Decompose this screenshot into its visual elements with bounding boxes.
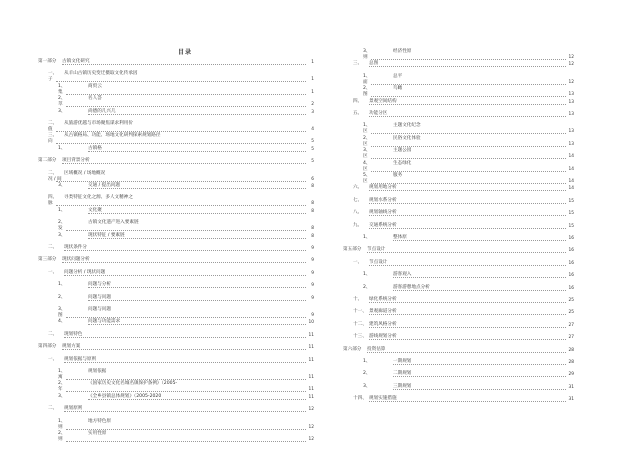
- toc-leader-dots: [88, 151, 306, 152]
- toc-leader-dots: [66, 94, 306, 95]
- toc-entry-page: 9: [311, 246, 314, 251]
- toc-entry-page: 8: [311, 208, 314, 214]
- toc-entry-page: 12: [568, 79, 574, 85]
- toc-leader-dots: [371, 158, 566, 159]
- toc-entry-number: 十三、: [353, 334, 367, 340]
- toc-entry-number: 十二、: [353, 321, 367, 327]
- toc-leader-dots: [88, 238, 306, 239]
- toc-entry-continuation: 则: [58, 424, 63, 430]
- toc-entry-number: 3、: [363, 148, 371, 154]
- toc-entry-page: 11: [308, 357, 314, 363]
- toc-leader-dots: [62, 262, 306, 263]
- toc-entry-number: 1、: [363, 123, 371, 129]
- toc-entry-number: 3、: [58, 183, 66, 188]
- toc-leader-dots: [66, 391, 306, 392]
- toc-entry-page: 14: [568, 166, 574, 172]
- toc-entry-continuation: 面: [363, 79, 368, 85]
- toc-entry-text: 问题与功能需求: [88, 319, 121, 325]
- toc-entry-text: 节点设计: [369, 259, 388, 265]
- toc-entry-continuation: 区: [363, 141, 368, 147]
- toc-entry-text: 主题文化纪念: [393, 123, 421, 129]
- toc-entry-text: 投资估算: [367, 346, 386, 352]
- toc-leader-dots: [371, 84, 566, 85]
- toc-entry-number: 一、: [48, 71, 58, 77]
- toc-entry-text: 功能分区: [369, 111, 388, 116]
- toc-entry-number: 一、: [353, 259, 363, 265]
- toc-leader-dots: [393, 277, 566, 278]
- toc-leader-dots: [369, 339, 566, 340]
- toc-entry-page: 15: [568, 211, 574, 217]
- toc-entry-page: 9: [311, 283, 314, 289]
- toc-leader-dots: [393, 376, 566, 377]
- toc-entry-page: 25: [568, 310, 574, 316]
- toc-leader-dots: [371, 183, 566, 184]
- toc-entry-number: 3、: [363, 49, 371, 54]
- toc-entry-text: 规划轴线分析: [369, 210, 397, 216]
- toc-leader-dots: [393, 389, 566, 390]
- toc-entry-continuation: 子: [48, 77, 53, 83]
- toc-leader-dots: [62, 163, 306, 164]
- toc-entry-text: 景观空间结构: [369, 98, 397, 104]
- toc-leader-dots: [369, 228, 566, 229]
- toc-leader-dots: [88, 300, 306, 301]
- toc-entry-text: 现状特征 / 要素链: [88, 232, 125, 238]
- toc-entry-page: 13: [568, 141, 574, 147]
- toc-leader-dots: [64, 250, 306, 251]
- toc-entry-number: 二、: [48, 245, 58, 250]
- toc-entry-page: 15: [568, 223, 574, 229]
- toc-entry-page: 1: [311, 89, 314, 95]
- toc-entry-number: 2、: [363, 371, 371, 377]
- toc-entry-page: 27: [568, 335, 574, 341]
- toc-entry-number: 十四、: [353, 396, 367, 402]
- toc-entry-number: 3、: [58, 108, 66, 114]
- toc-entry-text: 《全乡县镇总体规划》（2005-2020: [88, 393, 162, 399]
- toc-leader-dots: [367, 352, 566, 353]
- toc-entry-number: 1、: [58, 369, 66, 374]
- toc-leader-dots: [56, 143, 306, 144]
- toc-entry-text: 规划水系分析: [369, 197, 397, 203]
- toc-entry-number: 六、: [353, 185, 363, 191]
- toc-entry-continuation: 区: [363, 129, 368, 135]
- toc-entry-text: 民俗文化体验: [393, 135, 421, 141]
- toc-entry-text: 交通系统分析: [369, 222, 397, 228]
- toc-entry-page: 16: [568, 236, 574, 241]
- toc-entry-text: 现划特色: [64, 331, 83, 337]
- toc-leader-dots: [369, 215, 566, 216]
- toc-leader-dots: [64, 337, 306, 338]
- toc-entry-page: 28: [568, 347, 574, 353]
- toc-leader-dots: [64, 362, 306, 363]
- toc-leader-dots: [369, 302, 566, 303]
- toc-entry-text: 从旅游优越与市场聚焦谋求利用价: [64, 121, 133, 126]
- toc-entry-number: 二、: [48, 331, 58, 337]
- toc-entry-number: 七、: [353, 197, 363, 203]
- toc-leader-dots: [393, 240, 566, 241]
- toc-entry-text: 尚德的几兴几: [88, 108, 116, 114]
- toc-entry-page: 9: [311, 270, 314, 276]
- toc-entry-continuation: 值: [48, 127, 53, 132]
- toc-entry-page: 31: [568, 397, 574, 403]
- toc-leader-dots: [369, 66, 566, 67]
- toc-entry-text: 《国家历史文化名城名镇保护条例》（2005-: [88, 381, 178, 387]
- toc-entry-page: 14: [568, 179, 574, 184]
- toc-entry-page: 1: [311, 77, 314, 83]
- toc-entry-text: 问题与问题: [88, 307, 111, 312]
- toc-entry-continuation: 集: [58, 89, 63, 95]
- toc-entry-page: 3: [311, 109, 314, 115]
- toc-entry-page: 28: [568, 360, 574, 365]
- toc-entry-text: 项目背景分析: [62, 158, 90, 164]
- toc-entry-text: 总平: [393, 73, 403, 79]
- toc-entry-text: 规划实施措施: [369, 396, 397, 402]
- toc-entry-text: 文化聚: [88, 207, 102, 213]
- toc-entry-text: 问题与分析: [88, 282, 111, 288]
- toc-entry-page: 12: [308, 407, 314, 413]
- toc-entry-number: 3、: [58, 307, 66, 312]
- toc-leader-dots: [371, 59, 566, 60]
- toc-entry-number: 4、: [363, 160, 371, 166]
- toc-entry-number: 三、: [353, 61, 363, 67]
- toc-entry-text: 规划依据: [88, 369, 107, 374]
- toc-entry-number: 第四部分: [38, 344, 57, 350]
- toc-entry-page: 9: [311, 313, 314, 318]
- toc-leader-dots: [88, 287, 306, 288]
- toc-entry-text: 生态绿化: [393, 160, 412, 166]
- toc-entry-number: 5、: [363, 173, 371, 178]
- toc-entry-page: 2: [311, 102, 314, 108]
- toc-leader-dots: [369, 327, 566, 328]
- toc-entry-page: 6: [311, 176, 314, 182]
- toc-entry-number: 1、: [58, 207, 66, 213]
- toc-entry-number: 1、: [363, 235, 371, 240]
- toc-entry-number: 四、: [48, 195, 58, 201]
- toc-entry-text: 从羊山古镇历史变迁摄取文化传承因: [64, 71, 138, 77]
- toc-entry-continuation: 况 / 间: [48, 176, 62, 182]
- toc-entry-text: 规划方案: [62, 344, 81, 350]
- toc-entry-page: 5: [311, 159, 314, 165]
- toc-entry-text: 交通 / 提出问题: [88, 183, 121, 188]
- toc-entry-page: 5: [311, 146, 314, 152]
- toc-entry-text: 建筑风格分析: [369, 321, 397, 327]
- toc-entry-continuation: 图: [58, 313, 63, 318]
- toc-entry-text: 主题公园: [393, 148, 412, 154]
- toc-entry-page: 11: [308, 394, 314, 400]
- toc-entry-continuation: 区: [363, 179, 368, 184]
- toc-entry-number: 十、: [353, 297, 363, 302]
- toc-entry-number: 2、: [58, 381, 66, 387]
- toc-entry-page: 16: [568, 273, 574, 279]
- toc-entry-continuation: 则: [363, 55, 368, 60]
- toc-entry-continuation: 向: [48, 139, 53, 145]
- toc-entry-number: 第三部分: [38, 257, 57, 263]
- toc-entry-number: 十一、: [353, 309, 367, 315]
- toc-entry-continuation: 年: [58, 387, 63, 393]
- toc-entry-text: 规划原则: [64, 406, 83, 412]
- toc-entry-text: 规划用地分析: [369, 185, 397, 191]
- toc-entry-text: 现状问题分析: [62, 257, 90, 263]
- toc-entry-number: 一、: [48, 269, 58, 275]
- toc-entry-number: 2、: [58, 96, 66, 102]
- toc-entry-page: 12: [568, 62, 574, 68]
- toc-entry-number: 1、: [58, 282, 66, 288]
- toc-entry-number: 2、: [58, 431, 66, 436]
- toc-entry-number: 一、: [48, 356, 58, 362]
- toc-entry-page: 11: [308, 332, 314, 338]
- toc-entry-text: 游客观入: [393, 272, 412, 278]
- toc-entry-continuation: 则: [58, 437, 63, 442]
- toc-entry-text: 节点设计: [367, 247, 386, 253]
- toc-entry-number: 二、: [48, 406, 58, 412]
- toc-entry-text: 三期规划: [393, 383, 412, 389]
- toc-entry-text: 规划依据与原则: [64, 356, 97, 362]
- toc-entry-text: 问题分析 / 现状问题: [64, 269, 106, 275]
- toc-entry-number: 五、: [353, 111, 363, 116]
- toc-leader-dots: [369, 401, 566, 402]
- toc-leader-dots: [66, 230, 306, 231]
- toc-title: 目录: [177, 49, 192, 56]
- toc-leader-dots: [56, 131, 306, 132]
- toc-leader-dots: [66, 429, 306, 430]
- toc-entry-number: 第六部分: [343, 346, 362, 352]
- toc-entry-text: 二期规划: [393, 371, 412, 377]
- toc-entry-number: 1、: [58, 418, 66, 424]
- toc-leader-dots: [62, 64, 306, 65]
- toc-entry-number: 三、: [48, 133, 58, 139]
- toc-entry-page: 16: [568, 260, 574, 266]
- toc-entry-number: 九、: [353, 222, 363, 228]
- toc-entry-text: 古镇格: [88, 145, 102, 151]
- toc-entry-text: 总图: [369, 61, 379, 67]
- toc-entry-continuation: 区: [363, 166, 368, 172]
- toc-leader-dots: [66, 441, 306, 442]
- toc-leader-dots: [88, 188, 306, 189]
- toc-leader-dots: [369, 104, 566, 105]
- toc-entry-page: 13: [568, 92, 574, 98]
- toc-entry-text: 绿化系统分析: [369, 297, 397, 302]
- toc-leader-dots: [393, 364, 566, 365]
- toc-entry-continuation: 寓: [58, 375, 63, 380]
- toc-entry-continuation: 区: [363, 154, 368, 160]
- toc-leader-dots: [371, 96, 566, 97]
- toc-entry-page: 1: [311, 60, 314, 65]
- toc-leader-dots: [88, 114, 306, 115]
- toc-entry-text: 问题与问题: [88, 294, 111, 300]
- toc-entry-number: 4、: [58, 319, 66, 325]
- toc-entry-continuation: 发: [58, 226, 63, 232]
- toc-entry-text: 经济性原: [393, 49, 412, 54]
- toc-entry-text: 商贸云: [88, 83, 102, 89]
- toc-leader-dots: [371, 133, 566, 134]
- toc-leader-dots: [369, 116, 566, 117]
- toc-entry-page: 13: [568, 112, 574, 117]
- toc-entry-number: 3、: [58, 232, 66, 238]
- toc-entry-number: 2、: [363, 135, 371, 141]
- toc-leader-dots: [56, 181, 306, 182]
- toc-entry-text: 实用性原: [88, 431, 107, 436]
- toc-entry-page: 9: [311, 295, 314, 301]
- toc-entry-text: 古镇文化遗产进入要素链: [88, 220, 139, 226]
- toc-entry-page: 9: [311, 258, 314, 264]
- toc-entry-number: 第五部分: [343, 247, 362, 253]
- toc-entry-number: 第二部分: [38, 158, 57, 164]
- toc-entry-text: 名人荟: [88, 96, 102, 102]
- toc-entry-page: 14: [568, 154, 574, 160]
- toc-leader-dots: [393, 290, 566, 291]
- toc-leader-dots: [369, 265, 566, 266]
- toc-entry-text: 一期规划: [393, 359, 412, 364]
- toc-entry-page: 27: [568, 322, 574, 328]
- toc-entry-text: 区域概况 / 场地概况: [64, 170, 106, 176]
- toc-entry-page: 15: [568, 198, 574, 204]
- toc-entry-page: 4: [311, 127, 314, 132]
- toc-entry-page: 10: [308, 320, 314, 326]
- toc-entry-number: 1、: [363, 359, 371, 364]
- toc-entry-number: 2、: [58, 294, 66, 300]
- toc-entry-page: 13: [568, 129, 574, 135]
- toc-entry-number: 八、: [353, 210, 363, 216]
- toc-leader-dots: [66, 317, 306, 318]
- toc-entry-page: 31: [568, 384, 574, 390]
- toc-entry-number: 2、: [58, 220, 66, 226]
- toc-entry-continuation: 图: [363, 92, 368, 98]
- toc-entry-page: 14: [568, 186, 574, 192]
- toc-leader-dots: [62, 349, 306, 350]
- toc-entry-page: 25: [568, 298, 574, 303]
- toc-entry-number: 2、: [363, 86, 371, 92]
- toc-leader-dots: [369, 203, 566, 204]
- toc-entry-number: 3、: [58, 393, 66, 399]
- toc-leader-dots: [56, 205, 306, 206]
- toc-entry-page: 12: [308, 437, 314, 442]
- toc-entry-text: 古镇文化研究: [62, 59, 90, 64]
- toc-entry-number: 2、: [363, 284, 371, 290]
- toc-leader-dots: [66, 379, 306, 380]
- toc-entry-number: 二、: [48, 170, 58, 176]
- toc-entry-text: 现状条件分: [64, 245, 87, 250]
- toc-entry-text: 服务: [393, 173, 403, 178]
- toc-leader-dots: [367, 252, 566, 253]
- toc-entry-text: 寻类特征文化之源、多人文精神之: [64, 195, 133, 201]
- toc-entry-page: 12: [568, 55, 574, 60]
- toc-leader-dots: [371, 171, 566, 172]
- toc-leader-dots: [88, 324, 306, 325]
- toc-entry-page: 11: [308, 387, 314, 393]
- toc-entry-number: 1、: [58, 83, 66, 89]
- toc-leader-dots: [64, 275, 306, 276]
- toc-entry-number: 第一部分: [38, 59, 57, 64]
- toc-entry-page: 8: [311, 184, 314, 189]
- toc-entry-text: 鸟瞰: [393, 86, 403, 92]
- toc-entry-text: 整体原: [393, 235, 407, 240]
- toc-entry-text: 地方特色原: [88, 418, 111, 424]
- toc-entry-text: 景观廊道分析: [369, 309, 397, 315]
- toc-entry-number: 二、: [48, 121, 58, 126]
- toc-entry-page: 5: [311, 139, 314, 145]
- toc-leader-dots: [369, 314, 566, 315]
- toc-entry-page: 29: [568, 372, 574, 378]
- toc-entry-number: 1、: [363, 73, 371, 79]
- toc-entry-page: 12: [308, 424, 314, 430]
- toc-entry-page: 11: [308, 375, 314, 380]
- toc-entry-page: 8: [311, 233, 314, 239]
- toc-entry-page: 8: [311, 201, 314, 207]
- toc-leader-dots: [88, 399, 306, 400]
- toc-leader-dots: [64, 411, 306, 412]
- toc-leader-dots: [371, 146, 566, 147]
- toc-entry-page: 16: [568, 248, 574, 254]
- toc-entry-text: 游客游憩地点分析: [393, 284, 430, 290]
- toc-entry-text: 游线规划分析: [369, 334, 397, 340]
- toc-entry-page: 11: [308, 345, 314, 351]
- toc-entry-continuation: 萃: [58, 102, 63, 108]
- toc-leader-dots: [369, 190, 566, 191]
- toc-entry-continuation: 脉: [48, 201, 53, 207]
- toc-entry-text: 从古镇格局、功能、场地文化研判探索规划路径: [64, 133, 161, 139]
- toc-entry-page: 8: [311, 226, 314, 232]
- toc-leader-dots: [66, 106, 306, 107]
- toc-entry-number: 四、: [353, 98, 363, 104]
- toc-entry-number: 1、: [58, 145, 66, 151]
- toc-leader-dots: [56, 81, 306, 82]
- toc-entry-page: 13: [568, 99, 574, 105]
- toc-entry-number: 1、: [363, 272, 371, 278]
- toc-entry-page: 16: [568, 285, 574, 291]
- toc-leader-dots: [88, 213, 306, 214]
- toc-entry-number: 3、: [363, 383, 371, 389]
